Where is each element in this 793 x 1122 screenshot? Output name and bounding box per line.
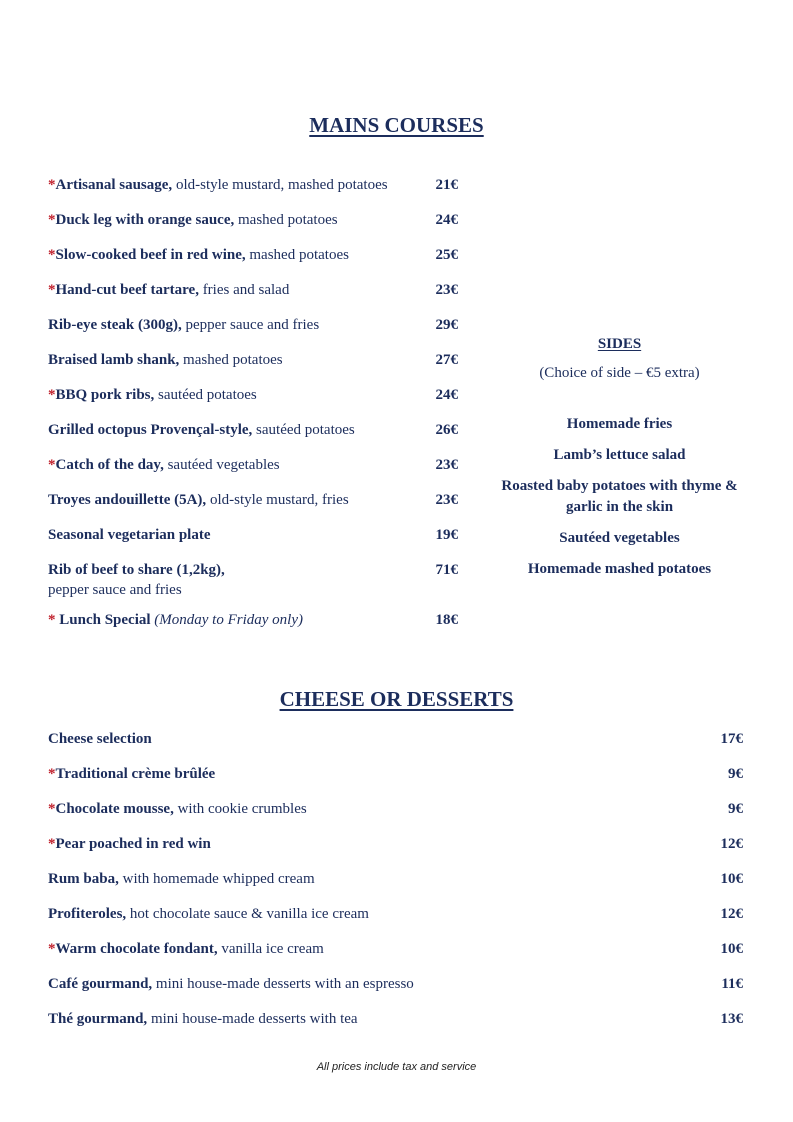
menu-item-name: Seasonal vegetarian plate — [48, 527, 211, 543]
menu-item-description: pepper sauce and fries — [181, 317, 320, 333]
menu-item-description: mini house-made desserts with an espresso — [152, 976, 414, 992]
menu-item-text — [48, 610, 418, 630]
menu-item-description: mini house-made desserts with tea — [147, 1011, 358, 1027]
side-item: Lamb’s lettuce salad — [553, 447, 686, 463]
menu-item-price: 26€ — [435, 422, 458, 438]
menu-item-price: 9€ — [728, 801, 743, 817]
menu-item-name: Artisanal sausage, — [55, 177, 173, 193]
menu-item-text — [48, 175, 418, 195]
menu-item-text — [48, 1009, 668, 1029]
desserts-list — [48, 729, 743, 1044]
menu-item-name: BBQ pork ribs, — [55, 387, 155, 403]
menu-item — [48, 1009, 743, 1029]
menu-item-price: 11€ — [721, 976, 743, 992]
menu-item — [48, 525, 458, 545]
menu-item-name: Rum baba, — [48, 871, 119, 887]
menu-item-description: old-style mustard, fries — [206, 492, 349, 508]
menu-item-price: 24€ — [435, 212, 458, 228]
menu-item — [48, 610, 458, 630]
menu-item-description: pepper sauce and fries — [48, 582, 182, 598]
sides-title: SIDES — [597, 336, 642, 352]
menu-item-price: 29€ — [435, 317, 458, 333]
asterisk-marker: * — [48, 612, 56, 628]
menu-item-text — [48, 764, 668, 784]
menu-item-price: 12€ — [720, 836, 743, 852]
menu-item-text — [48, 729, 668, 749]
asterisk-marker: * — [48, 282, 56, 298]
menu-item-price: 23€ — [435, 282, 458, 298]
menu-item — [48, 280, 458, 300]
menu-item-price: 10€ — [720, 941, 743, 957]
menu-item-text — [48, 245, 418, 265]
mains-title: MAINS COURSES — [309, 113, 484, 137]
menu-item-price: 18€ — [435, 612, 458, 628]
menu-item-description: sautéed potatoes — [154, 387, 257, 403]
menu-item-name: Troyes andouillette (5A), — [48, 492, 207, 508]
menu-item-name: Profiteroles, — [48, 906, 127, 922]
menu-item — [48, 560, 458, 600]
menu-item-name: Pear poached in red win — [55, 836, 211, 852]
menu-item-text — [48, 904, 668, 924]
menu-item-price: 19€ — [435, 527, 458, 543]
menu-item-name: Braised lamb shank, — [48, 352, 180, 368]
menu-item-price: 71€ — [435, 562, 458, 578]
side-item: Sautéed vegetables — [559, 530, 680, 546]
menu-item-name: Duck leg with orange sauce, — [55, 212, 235, 228]
menu-item — [48, 350, 458, 370]
menu-item-text — [48, 210, 418, 230]
asterisk-marker: * — [48, 801, 56, 817]
menu-item-description: hot chocolate sauce & vanilla ice cream — [126, 906, 369, 922]
menu-item-price: 12€ — [720, 906, 743, 922]
sides-panel — [497, 334, 742, 590]
menu-item-text — [48, 525, 418, 545]
sides-subtitle: (Choice of side – €5 extra) — [539, 365, 700, 381]
menu-item-description: fries and salad — [198, 282, 290, 298]
menu-item-price: 23€ — [435, 492, 458, 508]
asterisk-marker: * — [48, 387, 56, 403]
menu-item-text — [48, 834, 668, 854]
asterisk-marker: * — [48, 212, 56, 228]
menu-item — [48, 904, 743, 924]
menu-item-description: (Monday to Friday only) — [150, 612, 303, 628]
menu-item-price: 27€ — [435, 352, 458, 368]
menu-item-text — [48, 385, 418, 405]
menu-item-price: 13€ — [720, 1011, 743, 1027]
menu-item — [48, 490, 458, 510]
asterisk-marker: * — [48, 457, 56, 473]
menu-item-description: mashed potatoes — [179, 352, 283, 368]
menu-item-name: Thé gourmand, — [48, 1011, 148, 1027]
menu-item — [48, 869, 743, 889]
menu-item-name: Grilled octopus Provençal-style, — [48, 422, 253, 438]
menu-item-description: mashed potatoes — [245, 247, 349, 263]
asterisk-marker: * — [48, 247, 56, 263]
menu-item-text — [48, 490, 418, 510]
side-item: Homemade mashed potatoes — [527, 561, 712, 577]
desserts-title: CHEESE OR DESSERTS — [279, 687, 514, 711]
menu-item-name: Slow-cooked beef in red wine, — [55, 247, 246, 263]
asterisk-marker: * — [48, 766, 56, 782]
menu-item — [48, 834, 743, 854]
asterisk-marker: * — [48, 941, 56, 957]
menu-item-text — [48, 350, 418, 370]
menu-item-name: Rib of beef to share (1,2kg), — [48, 562, 225, 578]
asterisk-marker: * — [48, 177, 56, 193]
menu-item-text — [48, 315, 418, 335]
menu-item-price: 10€ — [720, 871, 743, 887]
menu-item-name: Hand-cut beef tartare, — [55, 282, 199, 298]
menu-item-description: old-style mustard, mashed potatoes — [172, 177, 388, 193]
menu-item — [48, 939, 743, 959]
menu-item-description: with homemade whipped cream — [118, 871, 315, 887]
side-item: Roasted baby potatoes with thyme & garlic in the skin — [501, 478, 738, 515]
menu-item — [48, 729, 743, 749]
menu-item-price: 17€ — [720, 731, 743, 747]
footer-note: All prices include tax and service — [316, 1061, 477, 1073]
menu-item-name: Rib-eye steak (300g), — [48, 317, 182, 333]
menu-item-text — [48, 280, 418, 300]
menu-item — [48, 420, 458, 440]
menu-item-name: Café gourmand, — [48, 976, 153, 992]
menu-item-name: Catch of the day, — [55, 457, 164, 473]
menu-item-text — [48, 455, 418, 475]
menu-item-description: vanilla ice cream — [217, 941, 324, 957]
menu-item — [48, 245, 458, 265]
asterisk-marker: * — [48, 836, 56, 852]
sides-list — [497, 414, 742, 580]
menu-item-text — [48, 420, 418, 440]
mains-list — [48, 175, 458, 645]
menu-item — [48, 455, 458, 475]
menu-item-text — [48, 869, 668, 889]
menu-item — [48, 385, 458, 405]
menu-item-name: Lunch Special — [55, 612, 151, 628]
menu-item-price: 24€ — [435, 387, 458, 403]
menu-item-text — [48, 939, 668, 959]
menu-item-description: with cookie crumbles — [173, 801, 307, 817]
menu-item-text — [48, 560, 418, 600]
menu-item-name: Chocolate mousse, — [55, 801, 174, 817]
side-item: Homemade fries — [566, 416, 673, 432]
menu-item — [48, 799, 743, 819]
menu-item — [48, 315, 458, 335]
menu-item — [48, 175, 458, 195]
menu-item-price: 21€ — [435, 177, 458, 193]
menu-item-text — [48, 799, 668, 819]
menu-item — [48, 210, 458, 230]
menu-item-name: Traditional crème brûlée — [55, 766, 216, 782]
menu-item-description: mashed potatoes — [234, 212, 338, 228]
menu-item — [48, 974, 743, 994]
menu-item-price: 25€ — [435, 247, 458, 263]
menu-item-price: 23€ — [435, 457, 458, 473]
menu-item-price: 9€ — [728, 766, 743, 782]
menu-item-name: Warm chocolate fondant, — [55, 941, 218, 957]
menu-item-description: sautéed potatoes — [252, 422, 355, 438]
menu-item-description: sautéed vegetables — [163, 457, 280, 473]
menu-item-text — [48, 974, 668, 994]
menu-item — [48, 764, 743, 784]
menu-item-name: Cheese selection — [48, 731, 152, 747]
